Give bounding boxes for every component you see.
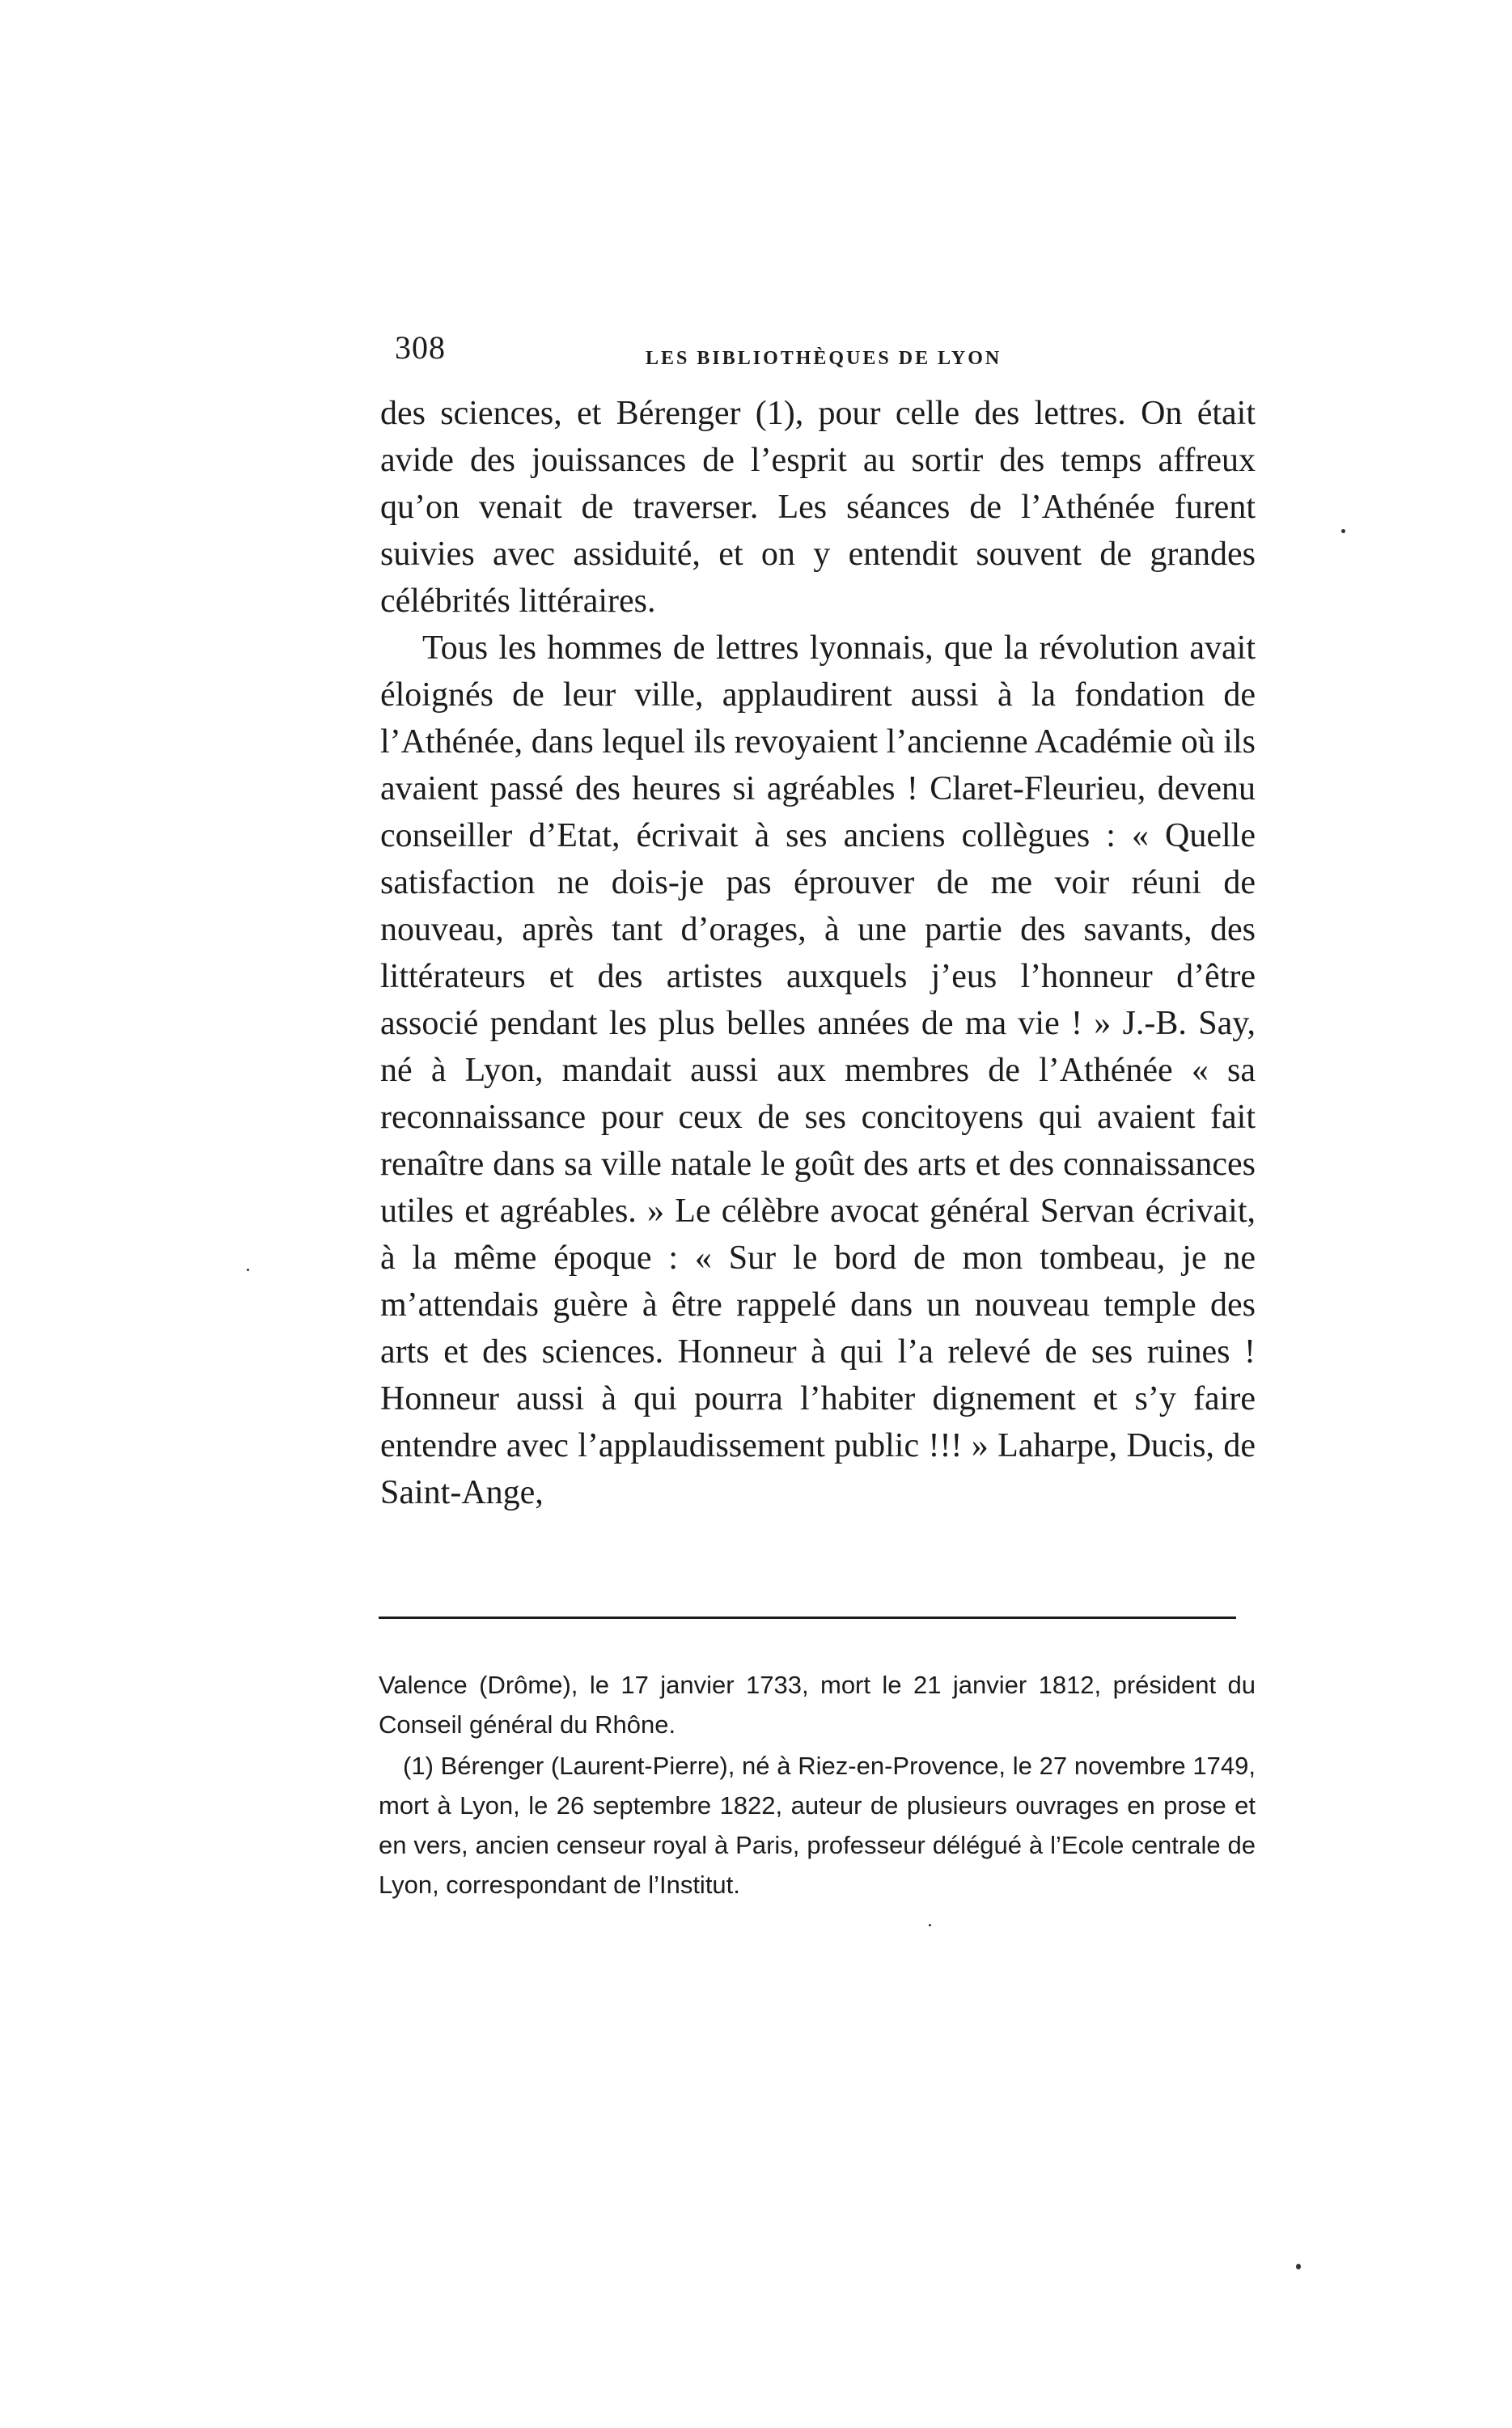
scan-speck (929, 1924, 931, 1926)
scan-speck (247, 1269, 249, 1271)
footnote-divider (379, 1617, 1236, 1619)
running-head: LES BIBLIOTHÈQUES DE LYON (646, 348, 1002, 369)
footnote-continued: Valence (Drôme), le 17 janvier 1733, mort le 21 janvier 1812, président du Conseil général du Rhône. (379, 1671, 1256, 1739)
main-text (380, 390, 1256, 1516)
scan-speck (1341, 529, 1345, 533)
footnote-1: (1) Bérenger (Laurent-Pierre), né à Riez-en-Provence, le 27 novembre 1749, mort à Lyon, le 26 septembre 1822, auteur de plusieurs ouvrages en prose et en vers, ancien censeur royal à Paris, professeur délégué à l’Ecole centrale de Lyon, correspondant de l’Institut. (379, 1752, 1256, 1899)
page-number: 308 (395, 329, 446, 366)
paragraph-1: des sciences, et Bérenger (1), pour celle des lettres. On était avide des jouissances de l’esprit au sortir des temps affreux qu’on venait de traverser. Les séances de l’Athénée furent suivies avec assiduité, et on y entendit souvent de grandes célébrités littéraires. (380, 395, 1256, 620)
footnotes (379, 1665, 1256, 1906)
scan-speck (1296, 2264, 1301, 2269)
paragraph-2: Tous les hommes de lettres lyonnais, que la révolution avait éloignés de leur ville, applaudirent aussi à la fondation de l’Athénée, dans lequel ils revoyaient l’ancienne Académie où ils avaient passé des heures si agréables ! Claret-Fleurieu, devenu conseiller d’Etat, écrivait à ses anciens collègues : « Quelle satisfaction ne dois-je pas éprouver de me voir réuni de nouveau, après tant d’orages, à une partie des savants, des littérateurs et des artistes auxquels j’eus l’honneur d’être associé pendant les plus belles années de ma vie ! » J.-B. Say, né à Lyon, mandait aussi aux membres de l’Athénée « sa reconnaissance pour ceux de ses concitoyens qui avaient fait renaître dans sa ville natale le goût des arts et des connaissances utiles et agréables. » Le célèbre avocat général Servan écrivait, à la même époque : « Sur le bord de mon tombeau, je ne m’attendais guère à être rappelé dans un nouveau temple des arts et des sciences. Honneur à qui l’a relevé de ses ruines ! Honneur aussi à qui pourra l’habiter dignement et s’y faire entendre avec l’applaudissement public !!! » Laharpe, Ducis, de Saint-Ange, (380, 629, 1256, 1511)
page-header (395, 328, 1285, 377)
